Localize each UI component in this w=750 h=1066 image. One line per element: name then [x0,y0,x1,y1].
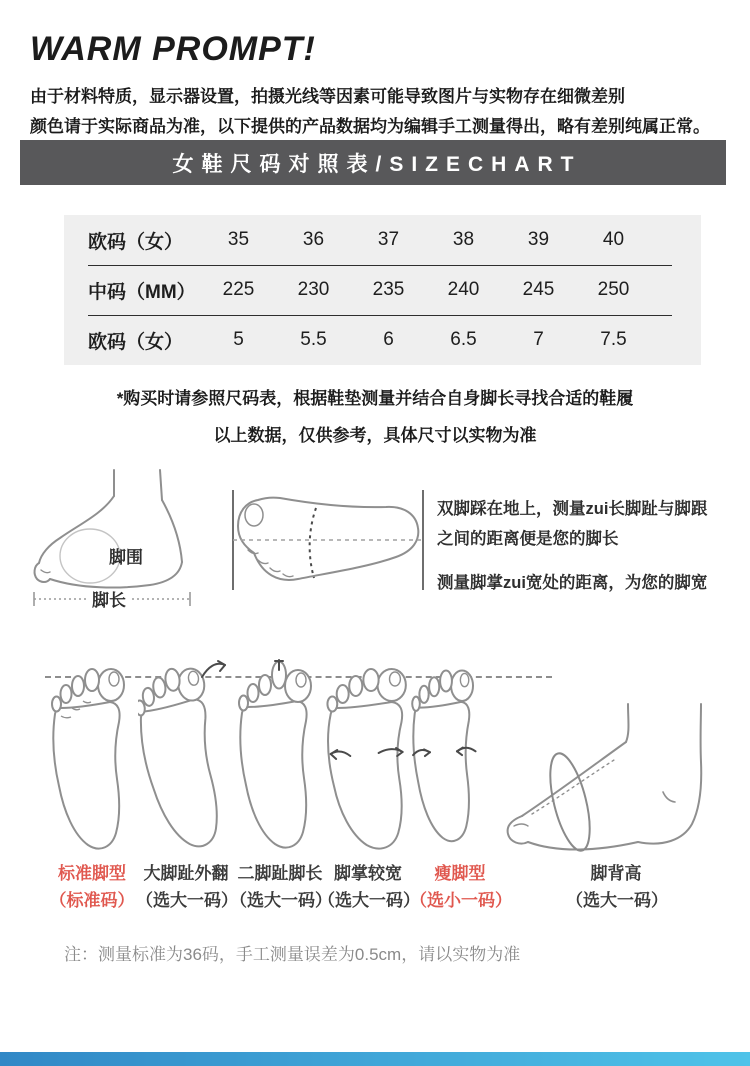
width-tip: 测量脚掌zui宽处的距离，为您的脚宽 [437,574,708,592]
cell: 250 [597,279,630,300]
table-row-mm-size [64,265,701,315]
footprint-bunion-sketch [138,657,230,859]
cell: 225 [222,279,255,300]
row-label: 欧码（女） [88,331,184,353]
cell: 39 [527,229,550,250]
foot-type-name: 二脚趾脚长 [237,864,323,883]
cell: 37 [377,229,400,250]
foot-type-label-high-instep [566,860,666,914]
cell: 6.5 [450,329,477,350]
length-tip-line1: 双脚踩在地上，测量zui长脚趾与脚跟 [437,500,708,518]
banner-title: 女鞋尺码对照表/SIZECHART [172,152,582,176]
foot-type-label-wide [318,860,418,914]
cell: 7.5 [600,329,627,350]
cell: 7 [533,329,544,350]
cell: 35 [227,229,250,250]
table-divider [88,315,672,316]
foot-type-name: 标准脚型 [58,864,126,883]
foot-side-view-sketch [28,466,208,614]
length-tip-line2: 之间的距离便是您的脚长 [437,530,619,548]
footprint-slim-sketch [408,662,484,852]
table-row-us-size [64,315,701,365]
foot-type-name: 脚背高 [590,864,642,883]
table-divider [88,265,672,266]
foot-type-name: 脚掌较宽 [334,864,402,883]
foot-type-advice: （选大一码） [318,891,420,910]
cell: 230 [297,279,330,300]
size-table [64,215,701,365]
page-title: WARM PROMPT! [30,30,316,68]
foot-type-name: 瘦脚型 [434,864,486,883]
foot-type-advice: （标准码） [49,891,135,910]
cell: 40 [602,229,625,250]
cell: 240 [447,279,480,300]
measuring-instructions [437,494,707,598]
material-notice-line2: 颜色请于实际商品为准，以下提供的产品数据均为编辑手工测量得出，略有差别纯属正常。 [30,117,710,136]
footprint-standard-sketch [47,660,137,860]
foot-length-label: 脚长 [92,591,126,610]
foot-type-label-standard [42,860,142,914]
foot-type-label-long-second-toe [230,860,330,914]
cell: 36 [302,229,325,250]
cell: 235 [372,279,405,300]
foot-type-label-bunion [136,860,236,914]
measurement-footnote: 注：测量标准为36码，手工测量误差为0.5cm，请以实物为准 [64,945,521,964]
foot-high-instep-sketch [488,700,713,860]
foot-type-label-slim [410,860,510,914]
cell: 245 [522,279,555,300]
foot-sole-outline-sketch [228,478,428,603]
material-notice-line1: 由于材料特质，显示器设置，拍摄光线等因素可能导致图片与实物存在细微差别 [30,87,625,106]
footprint-long-second-toe-sketch [234,657,324,859]
cell: 5.5 [300,329,327,350]
cell: 38 [452,229,475,250]
bottom-section-divider [0,1052,750,1066]
foot-type-advice: （选大一码） [230,891,332,910]
footprint-wide-sketch [322,660,420,860]
size-chart-banner [20,140,726,185]
table-row-eu-size [64,215,701,265]
foot-type-advice: （选大一码） [566,891,668,910]
cell: 6 [383,329,394,350]
cell: 5 [233,329,244,350]
size-tip-line2: 以上数据，仅供参考，具体尺寸以实物为准 [213,426,537,445]
row-label: 中码（MM） [88,281,196,303]
foot-type-advice: （选小一码） [410,891,512,910]
size-tip-line1: *购买时请参照尺码表，根据鞋垫测量并结合自身脚长寻找合适的鞋履 [116,389,634,408]
foot-girth-label: 脚围 [109,548,143,567]
foot-type-advice: （选大一码） [136,891,238,910]
row-label: 欧码（女） [88,231,184,253]
foot-type-name: 大脚趾外翻 [143,864,229,883]
